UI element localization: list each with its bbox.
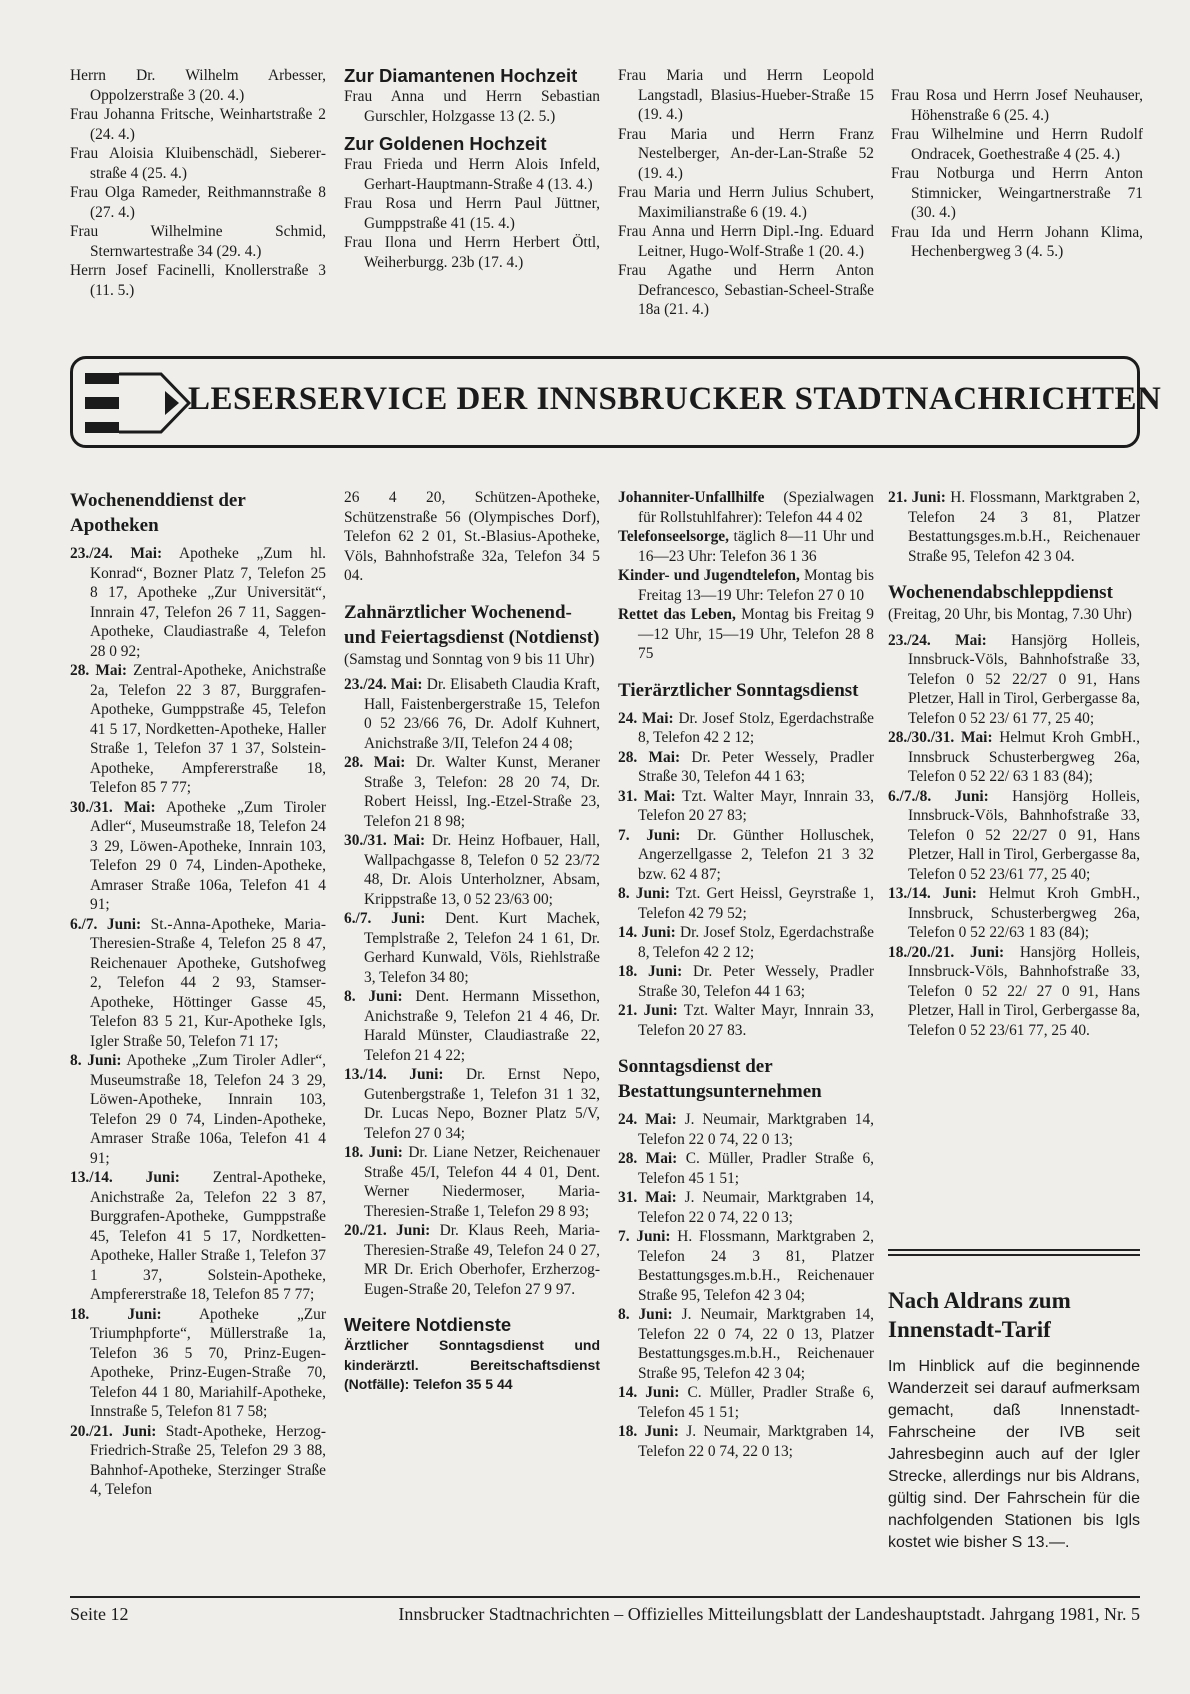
entry-text: Apotheke „Zum Tiroler Adler“, Museumstraße 18, Telefon 24 3 29, Löwen-Apotheke, Innrain 103, Telefon 29 0 74, Linden-Apotheke, Amraser Straße 106a, Telefon 41 4 91;	[90, 798, 326, 913]
anniversary-entry: Frau Wilhelmine Schmid, Sternwartestraße 34 (29. 4.)	[70, 223, 326, 260]
top-column-1	[70, 66, 326, 300]
entry-date: 24. Mai:	[618, 709, 674, 727]
entry-text: Dr. Elisabeth Claudia Kraft, Hall, Faistenbergerstraße 15, Telefon 0 52 23/66 76, Dr. Adolf Kuhnert, Anichstraße 3/II, Telefon 24 4 08;	[364, 676, 600, 752]
service-entry	[618, 826, 874, 885]
service-entry	[618, 787, 874, 826]
service-entry	[344, 1221, 600, 1299]
entry-text: Dr. Günther Holluschek, Angerzellgasse 2, Telefon 21 3 32 bzw. 62 4 87;	[638, 826, 874, 883]
entry-text: Tzt. Walter Mayr, Innrain 33, Telefon 20 27 83.	[638, 1002, 874, 1039]
section-divider	[888, 1254, 1140, 1256]
entry-date: 7. Juni:	[618, 1228, 671, 1245]
abschlepp-list	[888, 631, 1140, 1041]
service-entry	[888, 488, 1140, 566]
anniversary-entry: Frau Frieda und Herrn Alois Infeld, Gerhart-Hauptmann-Straße 4 (13. 4.)	[344, 156, 600, 193]
tier-list	[618, 709, 874, 1041]
entry-date: 23./24. Mai:	[344, 676, 423, 693]
abschlepp-column	[888, 488, 1140, 1040]
entry-date: 6./7. Juni:	[70, 915, 142, 933]
entry-text: Dr. Josef Stolz, Egerdachstraße 8, Telefon 42 2 12;	[638, 709, 874, 746]
bestattung-continuation	[888, 488, 1140, 566]
entry-date: 18. Juni:	[618, 1423, 679, 1440]
entry-text: Tzt. Gert Heissl, Geyrstraße 1, Telefon 42 79 52;	[638, 885, 874, 922]
service-entry	[344, 1143, 600, 1221]
entry-text: täglich 8—11 Uhr und 16—23 Uhr: Telefon 36 1 36	[638, 528, 874, 565]
entry-text: Hansjörg Holleis, Innsbruck-Völs, Bahnhofstraße 33, Telefon 0 52 22/ 27 0 91, Hans Pletzer, Hall in Tirol, Gerbergasse 8a, Telefon 0 52 23/61 77, 25 40.	[908, 943, 1140, 1039]
entry-text: Apotheke „Zum Tiroler Adler“, Museumstraße 18, Telefon 24 3 29, Löwen-Apotheke, Innrain 103, Telefon 29 0 74, Linden-Apotheke, Amraser Straße 106a, Telefon 41 4 91;	[90, 1052, 327, 1167]
service-entry	[888, 884, 1140, 943]
entry-text: Hansjörg Holleis, Innsbruck-Völs, Bahnhofstraße 33, Telefon 0 52 22/27 0 91, Hans Pletzer, Hall in Tirol, Gerbergasse 8a, Telefon 0 52 23/61 77, 25 40;	[908, 787, 1140, 883]
entry-date: 20./21. Juni:	[70, 1422, 157, 1440]
weitere-heading: Weitere Notdienste	[344, 1314, 512, 1335]
service-entry	[344, 987, 600, 1065]
entry-text: J. Neumair, Marktgraben 14, Telefon 22 0 74, 22 0 13;	[638, 1189, 874, 1226]
bestattung-heading: Sonntagsdienst der Bestattungsunternehmen	[618, 1056, 822, 1102]
entry-text: Dr. Josef Stolz, Egerdachstraße 8, Telefon 42 2 12;	[638, 924, 874, 961]
entry-text: Tzt. Walter Mayr, Innrain 33, Telefon 20 27 83;	[638, 787, 874, 824]
service-entry	[618, 1422, 874, 1461]
service-entry	[618, 527, 874, 566]
page-number: Seite 12	[70, 1604, 129, 1624]
golden-wedding-heading: Zur Goldenen Hochzeit	[344, 133, 547, 154]
entry-text: Hansjörg Holleis, Innsbruck-Völs, Bahnhofstraße 33, Telefon 0 52 22/27 0 91, Hans Pletzer, Hall in Tirol, Gerbergasse 8a, Telefon 0 52 23/ 61 77, 25 40;	[908, 631, 1140, 727]
entry-text: H. Flossmann, Marktgraben 2, Telefon 24 3 81, Platzer Bestattungsges.m.b.H., Reichenauer Straße 95, Telefon 42 3 04;	[638, 1228, 874, 1304]
entry-text: Zentral-Apotheke, Anichstraße 2a, Telefon 22 3 87, Burggrafen-Apotheke, Gumppstraße 45, Telefon 41 5 17, Nordketten-Apotheke, Haller Straße 1, Telefon 37 1 37, Solstein-Apotheke, Ampfererstraße 18, Telefon 85 7 77;	[90, 1169, 326, 1303]
anniversary-entry: Frau Ida und Herrn Johann Klima, Hechenbergweg 3 (4. 5.)	[891, 223, 1143, 260]
entry-date: Johanniter-Unfallhilfe	[618, 489, 765, 506]
entry-date: 18. Juni:	[70, 1305, 162, 1323]
apotheken-list	[70, 544, 326, 1500]
service-entry	[618, 605, 874, 664]
entry-date: 13./14. Juni:	[344, 1066, 444, 1083]
entry-date: 23./24. Mai:	[888, 631, 987, 649]
entry-date: 18. Juni:	[618, 963, 683, 980]
zahn-subheading: (Samstag und Sonntag von 9 bis 11 Uhr)	[344, 650, 595, 668]
entry-text: J. Neumair, Marktgraben 14, Telefon 22 0 74, 22 0 13;	[638, 1111, 874, 1148]
entry-date: 13./14. Juni:	[70, 1169, 180, 1186]
top-column-2	[344, 64, 600, 272]
anniversary-entry: Frau Olga Rameder, Reithmannstraße 8 (27. 4.)	[70, 184, 326, 221]
entry-text: Dr. Peter Wessely, Pradler Straße 30, Telefon 44 1 63;	[638, 963, 875, 1000]
aldrans-heading: Nach Aldrans zum Innenstadt-Tarif	[888, 1288, 1071, 1342]
page-footer	[70, 1596, 1140, 1625]
entry-date: 31. Mai:	[618, 787, 676, 805]
anniversary-entry: Frau Maria und Herrn Leopold Langstadl, Blasius-Hueber-Straße 15 (19. 4.)	[618, 67, 874, 123]
dienste-column	[618, 488, 874, 1461]
entry-date: 23./24. Mai:	[70, 545, 163, 562]
service-entry	[888, 943, 1140, 1041]
anniversary-entry: Frau Anna und Herrn Dipl.-Ing. Eduard Leitner, Hugo-Wolf-Straße 1 (20. 4.)	[618, 223, 874, 260]
entry-text: Stadt-Apotheke, Herzog-Friedrich-Straße 25, Telefon 29 3 88, Bahnhof-Apotheke, Sterzinger Straße 4, Telefon	[90, 1422, 326, 1498]
anniversary-entry: Frau Rosa und Herrn Paul Jüttner, Gumppstraße 41 (15. 4.)	[344, 195, 600, 232]
section-divider	[888, 1249, 1140, 1251]
service-entry	[344, 675, 600, 753]
entry-date: 24. Mai:	[618, 1111, 677, 1128]
service-entry	[618, 1001, 874, 1040]
service-entry	[888, 631, 1140, 729]
entry-date: 31. Mai:	[618, 1189, 677, 1206]
service-entry	[344, 909, 600, 987]
anniversary-entry: Frau Wilhelmine und Herrn Rudolf Ondracek, Goethestraße 4 (25. 4.)	[891, 126, 1143, 163]
entry-date: 28. Mai:	[344, 754, 406, 771]
entry-text: Dent. Hermann Missethon, Anichstraße 9, Telefon 21 4 46, Dr. Harald Münster, Claudiastraße 22, Telefon 21 4 22;	[364, 988, 601, 1064]
service-entry	[344, 1065, 600, 1143]
service-entry	[888, 728, 1140, 787]
service-entry	[70, 1305, 326, 1422]
aldrans-article	[888, 1286, 1140, 1554]
zahn-list	[344, 675, 600, 1299]
service-entry	[70, 661, 326, 798]
arzt-notdienst: Ärztlicher Sonntagsdienst und kinderärztl. Bereitschaftsdienst (Notfälle): Telefon 35 5 44	[344, 1337, 600, 1392]
entry-text: C. Müller, Pradler Straße 6, Telefon 45 1 51;	[638, 1384, 874, 1421]
entry-text: Dr. Heinz Hofbauer, Hall, Wallpachgasse 8, Telefon 0 52 23/72 48, Dr. Alois Unterholzner, Absam, Krippstraße 13, 0 52 23/63 00;	[364, 832, 600, 908]
entry-date: 8. Juni:	[618, 1306, 673, 1323]
entry-date: 7. Juni:	[618, 826, 681, 844]
entry-date: 18. Juni:	[344, 1144, 403, 1161]
entry-date: 21. Juni:	[618, 1002, 678, 1019]
service-entry	[618, 748, 874, 787]
zahn-heading: Zahnärztlicher Wochenend- und Feiertagsdienst (Notdienst)	[344, 601, 600, 648]
service-entry	[618, 923, 874, 962]
entry-date: 8. Juni:	[618, 885, 670, 902]
entry-text: H. Flossmann, Marktgraben 2, Telefon 24 3 81, Platzer Bestattungsges.m.b.H., Reichenauer Straße 95, Telefon 42 3 04.	[908, 489, 1140, 565]
entry-text: Dr. Klaus Reeh, Maria-Theresien-Straße 49, Telefon 24 0 27, MR Dr. Erich Oberhofer, Erzherzog-Eugen-Straße 20, Telefon 27 9 97.	[364, 1222, 600, 1298]
abschlepp-subheading: (Freitag, 20 Uhr, bis Montag, 7.30 Uhr)	[888, 606, 1132, 623]
service-entry	[70, 1168, 326, 1305]
entry-text: Apotheke „Zum hl. Konrad“, Bozner Platz 7, Telefon 25 8 17, Apotheke „Zur Universität“, Innrain 47, Telefon 26 7 11, Saggen-Apotheke, Claudiastraße 4, Telefon 28 0 92;	[90, 545, 326, 660]
service-entry	[618, 1110, 874, 1149]
apotheken-heading: Wochenenddienst der Apotheken	[70, 490, 246, 536]
service-entry	[70, 1422, 326, 1500]
banner-title: LESERSERVICE DER INNSBRUCKER STADTNACHRICHTEN	[188, 381, 1162, 417]
service-entry	[618, 488, 874, 527]
service-entry	[618, 1188, 874, 1227]
entry-date: 28./30./31. Mai:	[888, 729, 993, 746]
anniversary-entry: Herrn Dr. Wilhelm Arbesser, Oppolzerstraße 3 (20. 4.)	[70, 67, 326, 104]
entry-text: C. Müller, Pradler Straße 6, Telefon 45 1 51;	[638, 1150, 874, 1187]
service-entry	[618, 1383, 874, 1422]
entry-text: Dr. Walter Kunst, Meraner Straße 3, Telefon: 28 20 74, Dr. Robert Heissl, Ing.-Etzel-Straße 23, Telefon 21 8 98;	[364, 754, 600, 830]
arrow-logo-icon	[83, 371, 193, 435]
leserservice-banner	[70, 356, 1162, 448]
entry-date: 13./14. Juni:	[888, 885, 977, 902]
service-entry	[618, 566, 874, 605]
entry-text: Apotheke „Zur Triumphpforte“, Müllerstraße 1a, Telefon 36 5 70, Prinz-Eugen-Apotheke, Prinz-Eugen-Straße 70, Telefon 44 1 80, Mariahilf-Apotheke, Innstraße 5, Telefon 81 7 58;	[90, 1305, 326, 1420]
anniversary-entry: Frau Aloisia Kluibenschädl, Siebererstraße 4 (25. 4.)	[70, 145, 326, 182]
entry-date: 14. Juni:	[618, 1384, 680, 1401]
entry-date: 28. Mai:	[618, 748, 681, 766]
entry-date: Rettet das Leben,	[618, 606, 736, 623]
anniversary-entry: Frau Anna und Herrn Sebastian Gurschler, Holzgasse 13 (2. 5.)	[344, 88, 600, 125]
entry-text: Dr. Ernst Nepo, Gutenbergstraße 1, Telefon 31 1 32, Dr. Lucas Nepo, Bozner Platz 5/V, Telefon 27 0 34;	[364, 1066, 600, 1142]
entry-date: 28. Mai:	[70, 662, 127, 679]
anniversary-entry: Frau Rosa und Herrn Josef Neuhauser, Höhenstraße 6 (25. 4.)	[891, 87, 1143, 124]
publication-line: Innsbrucker Stadtnachrichten – Offizielles Mitteilungsblatt der Landeshauptstadt. Jahrgang 1981, Nr. 5	[398, 1604, 1140, 1624]
service-entry	[618, 1305, 874, 1383]
entry-date: 30./31. Mai:	[70, 798, 156, 816]
anniversary-entry: Herrn Josef Facinelli, Knollerstraße 3 (11. 5.)	[70, 262, 326, 299]
entry-text: Montag bis Freitag 9—12 Uhr, 15—19 Uhr, Telefon 28 8 75	[638, 606, 874, 662]
weitere-list	[618, 488, 874, 664]
tier-heading: Tierärztlicher Sonntagsdienst	[618, 679, 859, 701]
entry-date: 14. Juni:	[618, 924, 676, 941]
zahn-column	[344, 488, 600, 1395]
entry-text: Dr. Liane Netzer, Reichenauer Straße 45/I, Telefon 44 4 01, Dent. Werner Niedermoser, Maria-Theresien-Straße 1, Telefon 29 8 93;	[364, 1144, 601, 1220]
entry-date: 28. Mai:	[618, 1150, 678, 1167]
entry-date: 20./21. Juni:	[344, 1222, 431, 1239]
service-entry	[70, 1051, 326, 1168]
entry-text: Dr. Peter Wessely, Pradler Straße 30, Telefon 44 1 63;	[638, 748, 874, 785]
entry-text: St.-Anna-Apotheke, Maria-Theresien-Straße 4, Telefon 25 8 47, Reichenauer Apotheke, Gutshofweg 2, Telefon 44 2 93, Stamser-Apotheke, Höttinger Gasse 45, Telefon 83 5 21, Kur-Apotheke Igls, Igler Straße 50, Telefon 71 17;	[90, 915, 326, 1050]
entry-text: Dent. Kurt Machek, Templstraße 2, Telefon 24 1 61, Dr. Gerhard Kunwald, Völs, Riehlstraße 3, Telefon 34 80;	[364, 910, 600, 986]
entry-text: Helmut Kroh GmbH., Innsbruck, Schusterbergweg 26a, Telefon 0 52 22/63 1 83 (84);	[908, 885, 1140, 941]
top-column-4	[891, 86, 1143, 262]
anniversary-entry: Frau Ilona und Herrn Herbert Öttl, Weiherburgg. 23b (17. 4.)	[344, 234, 600, 271]
apotheken-continuation: 26 4 20, Schützen-Apotheke, Schützenstraße 56 (Olympisches Dorf), Telefon 62 2 01, St.-Blasius-Apotheke, Völs, Bahnhofstraße 32a, Telefon 34 5 04.	[344, 489, 600, 584]
entry-date: 6./7./8. Juni:	[888, 787, 989, 805]
anniversary-entry: Frau Johanna Fritsche, Weinhartstraße 2 (24. 4.)	[70, 106, 326, 143]
anniversary-entry: Frau Notburga und Herrn Anton Stimnicker, Weingartnerstraße 71 (30. 4.)	[891, 165, 1143, 221]
diamond-wedding-heading: Zur Diamantenen Hochzeit	[344, 65, 578, 86]
entry-text: J. Neumair, Marktgraben 14, Telefon 22 0 74, 22 0 13, Platzer Bestattungsges.m.b.H., Reichenauer Straße 95, Telefon 42 3 04;	[638, 1306, 875, 1382]
anniversary-entry: Frau Maria und Herrn Franz Nestelberger, An-der-Lan-Straße 52 (19. 4.)	[618, 125, 874, 182]
service-entry	[888, 787, 1140, 885]
entry-date: 21. Juni:	[888, 489, 946, 506]
anniversary-entry: Frau Maria und Herrn Julius Schubert, Maximilianstraße 6 (19. 4.)	[618, 184, 874, 221]
entry-date: 18./20./21. Juni:	[888, 943, 1005, 961]
entry-date: Kinder- und Jugendtelefon,	[618, 567, 800, 584]
service-entry	[70, 798, 326, 915]
service-entry	[344, 831, 600, 909]
entry-date: 8. Juni:	[344, 988, 403, 1005]
abschlepp-heading: Wochenendabschleppdienst	[888, 582, 1113, 603]
entry-text: Helmut Kroh GmbH., Innsbruck Schusterbergweg 26a, Telefon 0 52 22/ 63 1 83 (84);	[908, 729, 1140, 785]
entry-text: (Spezialwagen für Rollstuhlfahrer): Telefon 44 4 02	[638, 489, 874, 526]
apotheken-column	[70, 488, 326, 1500]
top-column-3	[618, 66, 874, 320]
service-entry	[618, 1227, 874, 1305]
service-entry	[344, 753, 600, 831]
entry-date: Telefonseelsorge,	[618, 528, 729, 545]
entry-text: Zentral-Apotheke, Anichstraße 2a, Telefon 22 3 87, Burggrafen-Apotheke, Gumppstraße 45, Telefon 41 5 17, Nordketten-Apotheke, Haller Straße 1, Telefon 37 1 37, Solstein-Apotheke, Ampfererstraße 18, Telefon 85 7 77;	[90, 662, 327, 796]
anniversary-entry: Frau Agathe und Herrn Anton Defrancesco, Sebastian-Scheel-Straße 18a (21. 4.)	[618, 262, 874, 318]
entry-text: J. Neumair, Marktgraben 14, Telefon 22 0 74, 22 0 13;	[638, 1423, 874, 1460]
entry-date: 8. Juni:	[70, 1052, 122, 1069]
entry-date: 6./7. Juni:	[344, 910, 426, 927]
service-entry	[70, 544, 326, 661]
bestattung-list	[618, 1110, 874, 1461]
entry-date: 30./31. Mai:	[344, 832, 426, 849]
service-entry	[618, 709, 874, 748]
aldrans-text: Im Hinblick auf die beginnende Wanderzeit sei darauf aufmerksam gemacht, daß Innenstadt-Fahrscheine der IVB seit Jahresbeginn auch auf der Igler Strecke, allerdings nur bis Aldrans, gültig sind. Der Fahrschein für die nachfolgenden Stationen bis Igls kostet wie bisher S 13.—.	[888, 1358, 1140, 1551]
service-entry	[618, 884, 874, 923]
entry-text: Montag bis Freitag 13—19 Uhr: Telefon 27 0 10	[638, 567, 874, 604]
service-entry	[618, 962, 874, 1001]
service-entry	[618, 1149, 874, 1188]
service-entry	[70, 915, 326, 1052]
